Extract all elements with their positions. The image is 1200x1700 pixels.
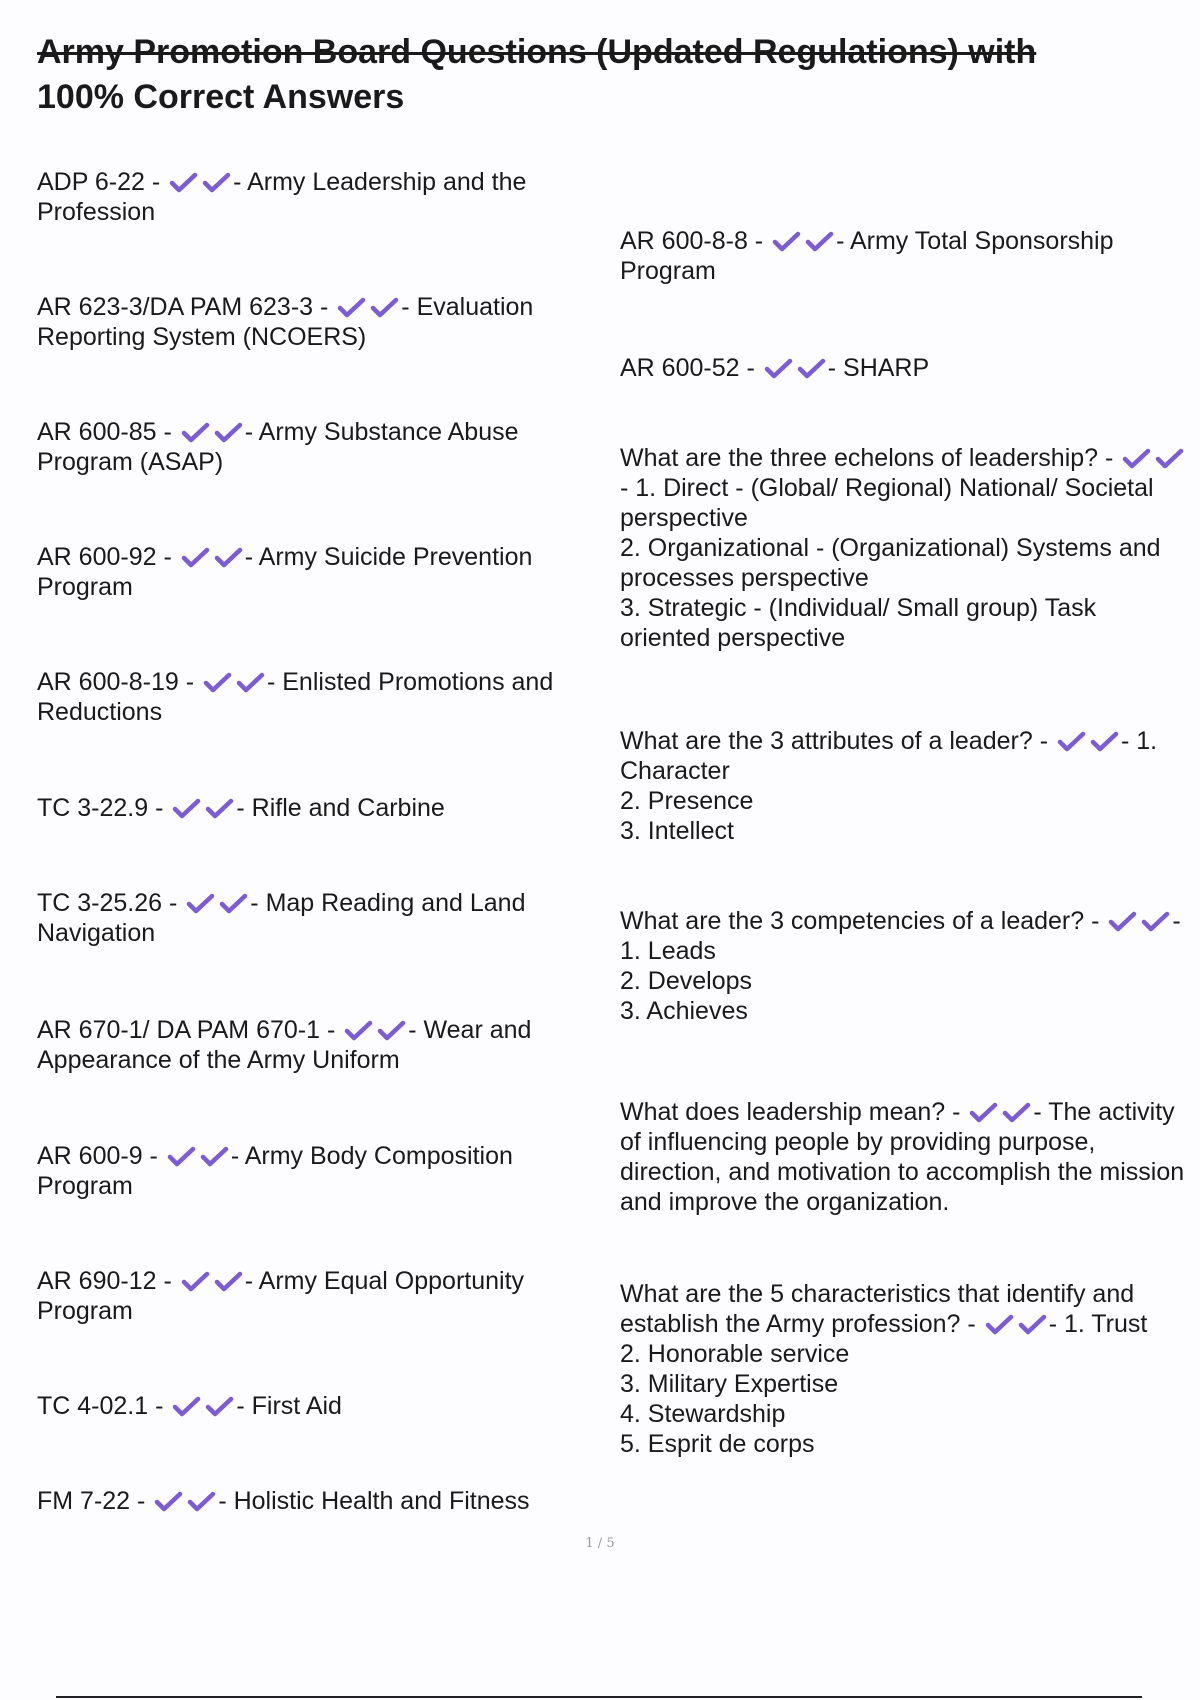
qa-entry (37, 1141, 592, 1201)
check-icon (968, 1102, 999, 1124)
check-icon (153, 1491, 184, 1513)
answer-text: - Army Leadership and the Profession (37, 168, 527, 226)
answer-text: - Army Suicide Prevention Program (37, 543, 533, 601)
answer-text: - Army Equal Opportunity Program (37, 1267, 525, 1325)
qa-entry (37, 1266, 592, 1326)
check-icon (1121, 448, 1152, 470)
answer-text: - Army Substance Abuse Program (ASAP) (37, 418, 519, 476)
answer-text: - 1. Direct - (Global/ Regional) National/ Societal perspective (620, 474, 1154, 532)
qa-entry (620, 353, 1190, 383)
check-icon (1089, 731, 1120, 753)
answer-text: - Army Body Composition Program (37, 1142, 513, 1200)
answer-line: 4. Stewardship (620, 1400, 786, 1428)
question-text: TC 4-02.1 - (37, 1392, 164, 1420)
check-icon (1001, 1102, 1032, 1124)
check-icon (984, 1314, 1015, 1336)
check-icon (763, 358, 794, 380)
qa-entry (37, 292, 592, 352)
question-text: TC 3-22.9 - (37, 794, 164, 822)
check-icon (168, 172, 199, 194)
question-text: What are the 3 attributes of a leader? - (620, 727, 1049, 755)
answer-text: - Holistic Health and Fitness (218, 1487, 530, 1515)
qa-entry (37, 1015, 592, 1075)
question-text: AR 600-52 - (620, 354, 755, 382)
check-icon (180, 547, 211, 569)
title-line-1: Army Promotion Board Questions (Updated Regulations) with (37, 33, 1037, 71)
check-icon (166, 1146, 197, 1168)
check-icon (1056, 731, 1087, 753)
check-icon (171, 798, 202, 820)
answer-line: 2. Honorable service (620, 1340, 850, 1368)
qa-entry (37, 888, 592, 948)
question-text: What are the 3 competencies of a leader? - (620, 907, 1100, 935)
check-icon (213, 422, 244, 444)
check-icon (376, 1020, 407, 1042)
check-icon (171, 1396, 202, 1418)
check-icon (771, 231, 802, 253)
check-icon (213, 547, 244, 569)
question-text: FM 7-22 - (37, 1487, 146, 1515)
check-icon (186, 1491, 217, 1513)
answer-text: - The activity of influencing people by providing purpose, direction, and motivation to accomplish the mission and improve the organization. (620, 1098, 1185, 1216)
qa-entry (37, 793, 592, 823)
answer-line: 5. Esprit de corps (620, 1430, 815, 1458)
answer-text: - First Aid (236, 1392, 342, 1420)
title-line-2: 100% Correct Answers (37, 78, 405, 116)
page-title (37, 30, 1177, 120)
qa-entry (620, 1097, 1190, 1217)
qa-entry (37, 542, 592, 602)
qa-entry (620, 1279, 1190, 1459)
check-icon (201, 172, 232, 194)
check-icon (204, 1396, 235, 1418)
qa-entry (620, 906, 1190, 1026)
check-icon (804, 231, 835, 253)
answer-text: - SHARP (827, 354, 930, 382)
qa-entry (37, 1391, 592, 1421)
check-icon (202, 672, 233, 694)
question-text: What are the 5 characteristics that identify and establish the Army profession? - (620, 1280, 1135, 1338)
qa-entry (37, 417, 592, 477)
answer-line: 3. Strategic - (Individual/ Small group) Task oriented perspective (620, 594, 1097, 652)
check-icon (213, 1271, 244, 1293)
question-text: What does leadership mean? - (620, 1098, 961, 1126)
question-text: AR 600-9 - (37, 1142, 158, 1170)
qa-entry (37, 1486, 592, 1516)
check-icon (180, 1271, 211, 1293)
check-icon (336, 297, 367, 319)
answer-line: 3. Achieves (620, 997, 748, 1025)
question-text: AR 600-8-8 - (620, 227, 764, 255)
answer-line: 3. Military Expertise (620, 1370, 839, 1398)
qa-entry (620, 226, 1190, 286)
qa-entry (37, 667, 592, 727)
page-number: 1 / 5 (585, 1536, 615, 1551)
answer-text: - 1. Leads (620, 907, 1181, 965)
check-icon (796, 358, 827, 380)
check-icon (204, 798, 235, 820)
answer-text: - 1. Trust (1048, 1310, 1148, 1338)
answer-line: 2. Presence (620, 787, 754, 815)
answer-text: - 1. Character (620, 727, 1158, 785)
question-text: AR 600-85 - (37, 418, 172, 446)
question-text: AR 600-8-19 - (37, 668, 195, 696)
question-text: AR 670-1/ DA PAM 670-1 - (37, 1016, 336, 1044)
answer-text: - Evaluation Reporting System (NCOERS) (37, 293, 534, 351)
check-icon (180, 422, 211, 444)
qa-entry (37, 167, 592, 227)
answer-text: - Enlisted Promotions and Reductions (37, 668, 554, 726)
answer-line: 2. Develops (620, 967, 753, 995)
page-divider (56, 1696, 1142, 1698)
answer-text: - Army Total Sponsorship Program (620, 227, 1114, 285)
check-icon (1154, 448, 1185, 470)
answer-text: - Wear and Appearance of the Army Uniform (37, 1016, 532, 1074)
check-icon (218, 893, 249, 915)
check-icon (1140, 911, 1171, 933)
check-icon (199, 1146, 230, 1168)
qa-entry (620, 443, 1190, 653)
question-text: AR 623-3/DA PAM 623-3 - (37, 293, 329, 321)
check-icon (1107, 911, 1138, 933)
check-icon (185, 893, 216, 915)
check-icon (369, 297, 400, 319)
question-text: AR 690-12 - (37, 1267, 172, 1295)
question-text: ADP 6-22 - (37, 168, 161, 196)
check-icon (1017, 1314, 1048, 1336)
check-icon (235, 672, 266, 694)
answer-text: - Rifle and Carbine (236, 794, 445, 822)
qa-entry (620, 726, 1190, 846)
question-text: TC 3-25.26 - (37, 889, 178, 917)
question-text: What are the three echelons of leadership? - (620, 444, 1114, 472)
question-text: AR 600-92 - (37, 543, 172, 571)
answer-line: 3. Intellect (620, 817, 734, 845)
answer-line: 2. Organizational - (Organizational) Systems and processes perspective (620, 534, 1161, 592)
answer-text: - Map Reading and Land Navigation (37, 889, 526, 947)
check-icon (343, 1020, 374, 1042)
